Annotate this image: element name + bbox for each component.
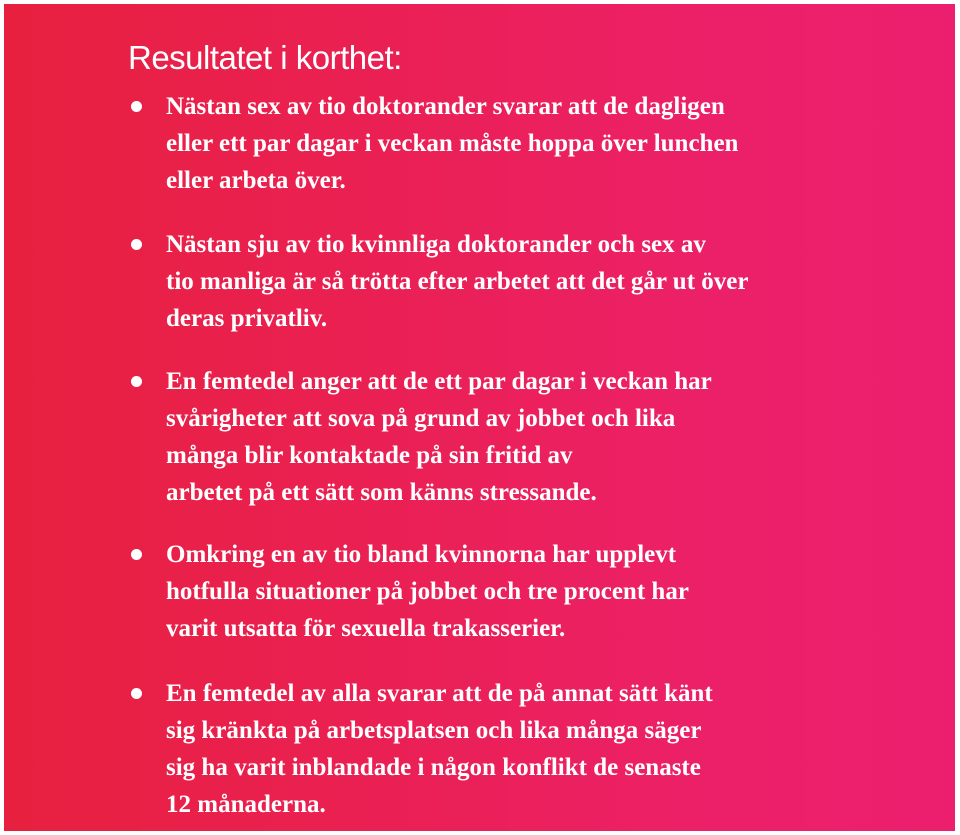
bullet-icon [131, 549, 142, 560]
list-item-text: En femtedel anger att de ett par dagar i veckan har svårigheter att sova på grund av jobbet och lika många blir kontaktade på sin fritid av arbetet på ett sätt som känns stressande. [166, 368, 712, 506]
results-panel [4, 4, 955, 831]
list-item-text: En femtedel av alla svarar att de på annat sätt känt sig kränkta på arbetsplatsen och lika många säger sig ha varit inblandade i någon konflikt de senaste 12 månaderna. [166, 680, 713, 818]
list-item-text: Nästan sex av tio doktorander svarar att de dagligen eller ett par dagar i veckan måste hoppa över lunchen eller arbeta över. [166, 93, 739, 194]
list-item-text: Nästan sju av tio kvinnliga doktorander och sex av tio manliga är så trötta efter arbetet att det går ut över deras privatliv. [166, 231, 749, 332]
bullet-icon [131, 688, 142, 699]
panel-heading: Resultatet i korthet: [128, 39, 402, 76]
list-item-text: Omkring en av tio bland kvinnorna har upplevt hotfulla situationer på jobbet och tre procent har varit utsatta för sexuella trakasserier. [166, 541, 689, 642]
bullet-icon [131, 101, 142, 112]
bullet-icon [131, 239, 142, 250]
bullet-icon [131, 376, 142, 387]
